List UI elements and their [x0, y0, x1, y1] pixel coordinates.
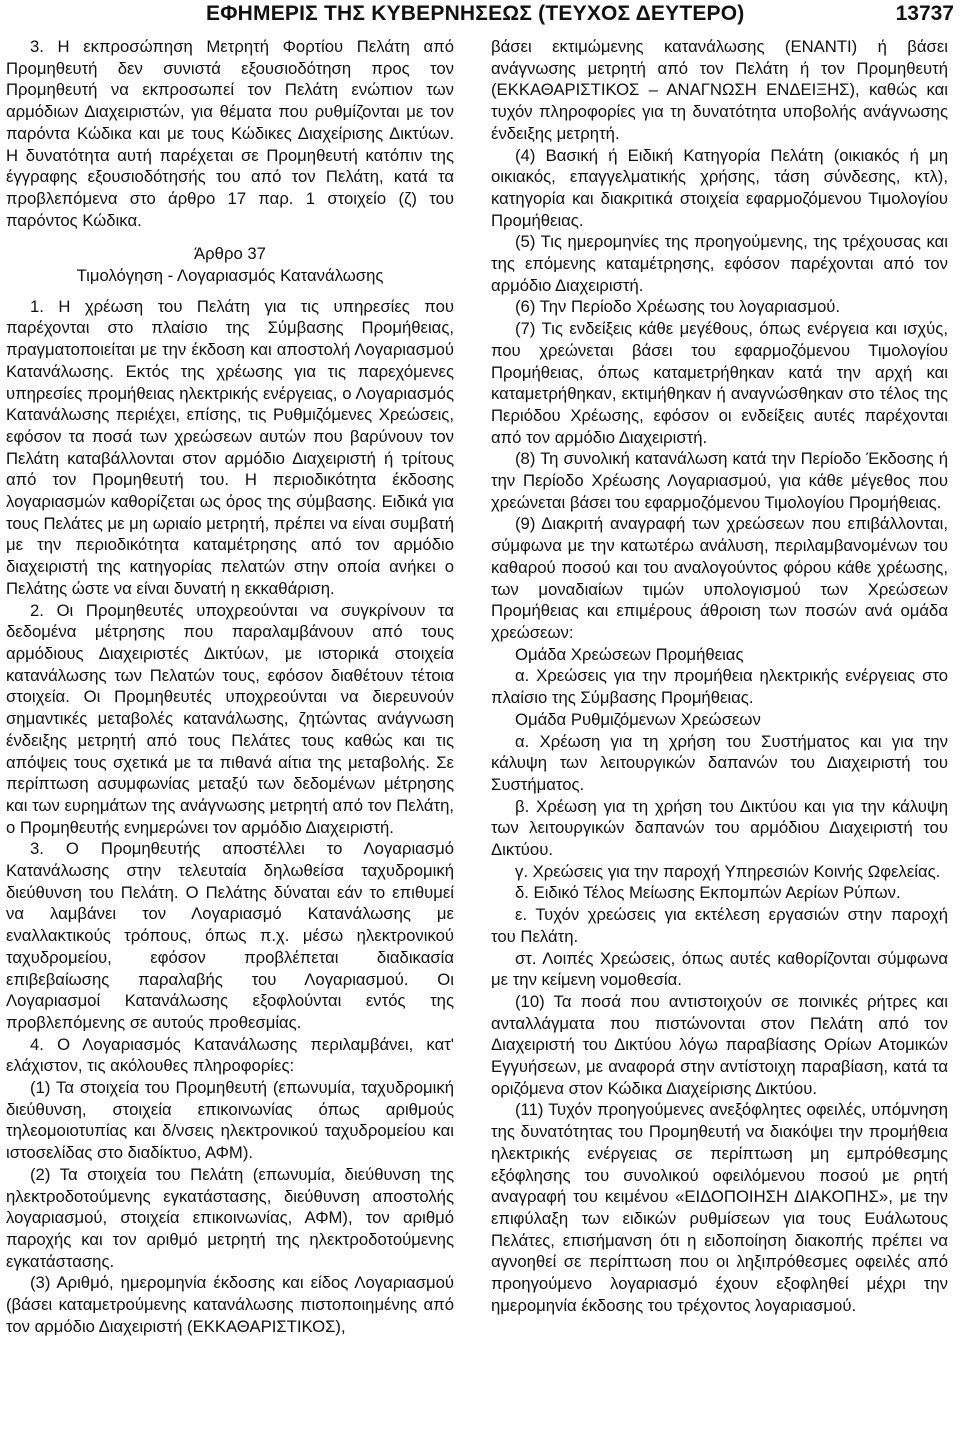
list-item: (4) Βασική ή Ειδική Κατηγορία Πελάτη (οικιακός ή μη οικιακός, επαγγελματικής χρήσης, τάση σύνδεσης, κτλ), κατηγορία και διακριτικά στοιχεία εφαρμοζόμενου Τιμολογίου Προμήθειας.: [491, 145, 948, 230]
article-number: Άρθρο 37: [194, 244, 266, 264]
list-item-continued: βάσει εκτιμώμενης κατανάλωσης (ΕΝΑΝΤΙ) ή βάσει ανάγνωσης μετρητή από τον Πελάτη ή τον Προμηθευτή (ΕΚΚΑΘΑΡΙΣΤΙΚΟΣ – ΑΝΑΓΝΩΣΗ ΕΝΔΕΙΞΗΣ), καθώς και τυχόν πληροφορίες για τη δυνατότητα υποβολής ανάγνωσης ένδειξης μετρητή.: [491, 37, 948, 143]
list-item: (1) Τα στοιχεία του Προμηθευτή (επωνυμία, ταχυδρομική διεύθυνση, στοιχεία επικοινωνίας όπως αριθμούς τηλεομοιοτυπίας και δ/νσεις ηλεκτρονικού ταχυδρομείου και ιστοσελίδας στο διαδίκτυο, ΑΦΜ).: [6, 1078, 454, 1163]
group-heading: Ομάδα Ρυθμιζόμενων Χρεώσεων: [515, 709, 761, 729]
paragraph: 1. Η χρέωση του Πελάτη για τις υπηρεσίες που παρέχονται στο πλαίσιο της Σύμβασης Προμήθειας, πραγματοποιείται με την έκδοση και αποστολή Λογαριασμού Κατανάλωσης. Εκτός της χρέωσης για τις παρεχόμενες υπηρεσίες προμήθειας ηλεκτρικής ενέργειας, ο Λογαριασμός Κατανάλωσης περιέχει, επίσης, τις Ρυθμιζόμενες Χρεώσεις, εφόσον τα ποσά των χρεώσεων αυτών που βαρύνουν τον Πελάτη καταβάλλονται στον αρμόδιο Διαχειριστή ή τρίτους από τον Προμηθευτή του. Η περιοδικότητα έκδοσης λογαριασμών καθορίζεται ως όρος της σύμβασης. Ειδικά για τους Πελάτες με μη ωριαίο μετρητή, πρέπει να είναι συμβατή με την περιοδικότητα καταμέτρησης από τον αρμόδιο διαχειριστή της κατηγορίας πελατών στην οποία ανήκει ο Πελάτης ώστε να είναι δυνατή η εκκαθάριση.: [6, 296, 454, 598]
list-item: (3) Αριθμό, ημερομηνία έκδοσης και είδος Λογαριασμού (βάσει καταμετρούμενης κατανάλωσης πιστοποιημένης από τον αρμόδιο Διαχειριστή (ΕΚΚΑΘΑΡΙΣΤΙΚΟΣ),: [6, 1273, 454, 1336]
page-header: [0, 2, 960, 30]
sub-item: ε. Τυχόν χρεώσεις για εκτέλεση εργασιών στην παροχή του Πελάτη.: [491, 905, 948, 946]
list-item: (5) Τις ημερομηνίες της προηγούμενης, της τρέχουσας και της επόμενης καταμέτρησης, εφόσον παρέχονται από τον αρμόδιο Διαχειριστή.: [491, 232, 948, 295]
paragraph: 4. Ο Λογαριασμός Κατανάλωσης περιλαμβάνει, κατ' ελάχιστον, τις ακόλουθες πληροφορίες:: [6, 1034, 454, 1076]
right-column: [491, 36, 948, 1316]
article-title: Τιμολόγηση - Λογαριασμός Κατανάλωσης: [76, 266, 384, 286]
sub-item: α. Χρέωση για τη χρήση του Συστήματος και για την κάλυψη των λειτουργικών δαπανών του Διαχειριστή του Συστήματος.: [491, 731, 948, 794]
group-heading: Ομάδα Χρεώσεων Προμήθειας: [515, 644, 744, 664]
sub-item: γ. Χρεώσεις για την παροχή Υπηρεσιών Κοινής Ωφελείας.: [515, 861, 941, 881]
page-number: 13737: [895, 2, 954, 25]
left-column: [6, 36, 454, 1337]
sub-item: α. Χρεώσεις για την προμήθεια ηλεκτρικής ενέργειας στο πλαίσιο της Σύμβασης Προμήθειας.: [491, 666, 948, 708]
paragraph: 3. Ο Προμηθευτής αποστέλλει το Λογαριασμό Κατανάλωσης στην τελευταία δηλωθείσα ταχυδρομική διεύθυνση του Πελάτη. Ο Πελάτης δύναται εάν το επιθυμεί να λαμβάνει τον Λογαριασμό Κατανάλωσης με εναλλακτικούς τρόπους, όπως π.χ. μέσω ηλεκτρονικού ταχυδρομείου, εφόσον προβλέπεται διαδικασία επιβεβαίωσης παραλαβής του Λογαριασμού. Οι Λογαριασμοί Κατανάλωσης εξοφλούνται εντός της προβλεπόμενης σε αυτούς προθεσμίας.: [6, 839, 454, 1032]
list-item: (9) Διακριτή αναγραφή των χρεώσεων που επιβάλλονται, σύμφωνα με την κατωτέρω ανάλυση, περιλαμβανομένων του καθαρού ποσού και του αναλογούντος φόρου κάθε χρέωσης, των μοναδιαίων τιμών υπολογισμού των Χρεώσεων Προμήθειας και επιμέρους άθροιση των ποσών ανά ομάδα χρεώσεων:: [491, 514, 948, 642]
list-item: (6) Την Περίοδο Χρέωσης του λογαριασμού.: [515, 297, 841, 317]
list-item: (2) Τα στοιχεία του Πελάτη (επωνυμία, διεύθυνση της ηλεκτροδοτούμενης εγκατάστασης, διεύθυνση αποστολής λογαριασμού, στοιχεία επικοινωνίας, ΑΦΜ), τον αριθμό παροχής και τον αριθμό μετρητή της ηλεκτροδοτούμενης εγκατάστασης.: [6, 1164, 454, 1271]
list-item: (7) Τις ενδείξεις κάθε μεγέθους, όπως ενέργεια και ισχύς, που χρεώνεται βάσει του εφαρμοζόμενου Τιμολογίου Προμήθειας, όπως καταμετρήθηκαν κατά την αρχή και καταμετρήθηκαν, εκτιμήθηκαν ή αναγνώσθηκαν στο τέλος της Περιόδου Χρέωσης, εφόσον οι ενδείξεις αυτές παρέχονται από τον αρμόδιο Διαχειριστή.: [491, 319, 948, 447]
list-item: (11) Τυχόν προηγούμενες ανεξόφλητες οφειλές, υπόμνηση της δυνατότητας του Προμηθευτή να διακόψει την προμήθεια ηλεκτρικής ενέργειας σε περίπτωση μη εμπρόθεσμης εξόφλησης του συνολικού οφειλόμενου ποσού με ρητή αναγραφή του κειμένου «ΕΙΔΟΠΟΙΗΣΗ ΔΙΑΚΟΠΗΣ», με την επιφύλαξη των ειδικών ρυθμίσεων για τους Ευάλωτους Πελάτες, επισήμανση ότι η ειδοποίηση διακοπής πρέπει να αγνοηθεί σε περίπτωση που οι ληξιπρόθεσμες οφειλές από προηγούμενο λογαριασμό έχουν εξοφληθεί μέχρι την ημερομηνία έκδοσης του τρέχοντος λογαριασμού.: [491, 1100, 948, 1315]
list-item: (10) Τα ποσά που αντιστοιχούν σε ποινικές ρήτρες και ανταλλάγματα που πιστώνονται στον Πελάτη από τον Διαχειριστή του Δικτύου λόγω παραβίασης Ορίων Ατομικών Εγγυήσεων, με αναφορά στην αντίστοιχη παραβίαση, κατά τα οριζόμενα στον Κώδικα Διαχείρισης Δικτύου.: [491, 991, 948, 1098]
list-item: (8) Τη συνολική κατανάλωση κατά την Περίοδο Έκδοσης ή την Περίοδο Χρέωσης Λογαριασμού, για κάθε μέγεθος που χρεώνεται βάσει του εφαρμοζόμενου Τιμολογίου Προμήθειας.: [491, 449, 948, 512]
paragraph: 3. Η εκπροσώπηση Μετρητή Φορτίου Πελάτη από Προμηθευτή δεν συνιστά εξουσιοδότηση προς τον Προμηθευτή να εκπροσωπεί τον Πελάτη ενώπιον των αρμόδιων Διαχειριστών, για θέματα που ρυθμίζονται με τον παρόντα Κώδικα και με τους Κώδικες Διαχείρισης Δικτύων. Η δυνατότητα αυτή παρέχεται σε Προμηθευτή κατόπιν της έγγραφης εξουσιοδότησής του από τον Πελάτη, κατά τα προβλεπόμενα στο άρθρο 17 παρ. 1 στοιχείο (ζ) του παρόντος Κώδικα.: [6, 37, 454, 230]
paragraph: 2. Οι Προμηθευτές υποχρεούνται να συγκρίνουν τα δεδομένα μέτρησης που παραλαμβάνουν από τους αρμόδιους Διαχειριστές Δικτύων, με ιστορικά στοιχεία κατανάλωσης των Πελατών τους, εφόσον διαθέτουν τέτοια στοιχεία. Οι Προμηθευτές υποχρεούνται να διερευνούν σημαντικές μεταβολές κατανάλωσης, ζητώντας ανάγνωση ένδειξης μετρητή από τους Πελάτες τους καθώς και τις απόψεις τους σχετικά με τα πιθανά αίτια της μεταβολής. Σε περίπτωση ασυμφωνίας μεταξύ των δεδομένων μέτρησης και των ευρημάτων της ανάγνωσης μετρητή από τον Πελάτη, ο Προμηθευτής ενημερώνει τον αρμόδιο Διαχειριστή.: [6, 600, 454, 837]
sub-item: δ. Ειδικό Τέλος Μείωσης Εκπομπών Αερίων Ρύπων.: [515, 883, 901, 903]
gazette-title: ΕΦΗΜΕΡΙΣ ΤΗΣ ΚΥΒΕΡΝΗΣΕΩΣ (ΤΕΥΧΟΣ ΔΕΥΤΕΡΟ): [206, 2, 745, 25]
sub-item: στ. Λοιπές Χρεώσεις, όπως αυτές καθορίζονται σύμφωνα με την κείμενη νομοθεσία.: [491, 948, 948, 990]
sub-item: β. Χρέωση για τη χρήση του Δικτύου και για την κάλυψη των λειτουργικών δαπανών του αρμόδιου Διαχειριστή του Δικτύου.: [491, 796, 948, 860]
